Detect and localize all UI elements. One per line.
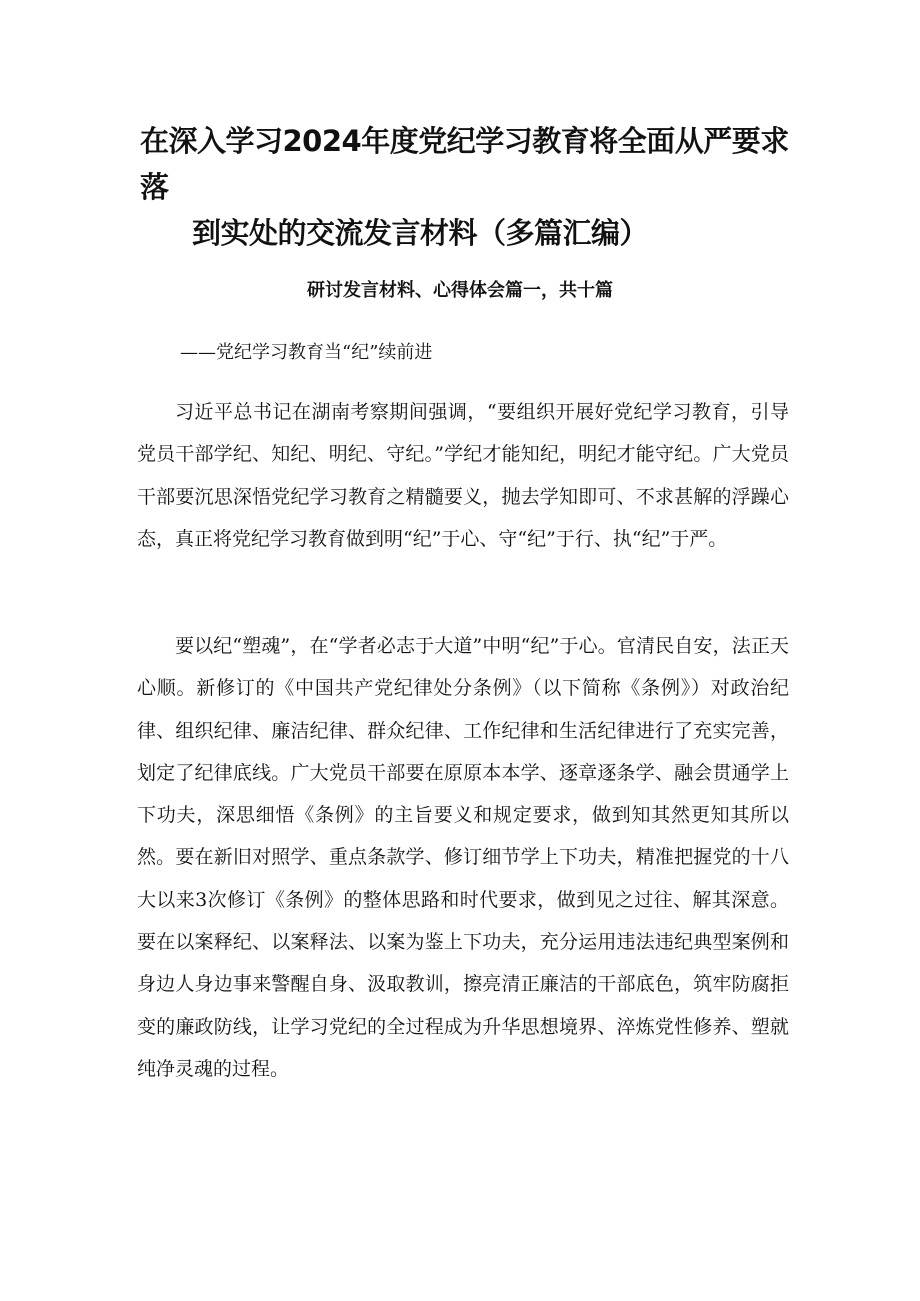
body-paragraph-2: 要以纪“塑魂”，在“学者必志于大道”中明“纪”于心。官清民自安，法正天心顺。新修订的《中国共产党纪律处分条例》（以下简称《条例》）对政治纪律、组织纪律、廉洁纪律、群众纪律、工作纪律和生活纪律进行了充实完善，划定了纪律底线。广大党员干部要在原原本本学、逐章逐条学、融会贯通学上下功夫，深思细悟《条例》的主旨要义和规定要求，做到知其然更知其所以然。要在新旧对照学、重点条款学、修订细节学上下功夫，精准把握党的十八大以来3次修订《条例》的整体思路和时代要求，做到见之过往、解其深意。要在以案释纪、以案释法、以案为鉴上下功夫，充分运用违法违纪典型案例和身边人身边事来警醒自身、汲取教训，擦亮清正廉洁的干部底色，筑牢防腐拒变的廉政防线，让学习党纪的全过程成为升华思想境界、淬炼党性修养、塑就纯净灵魂的过程。	[137, 635, 789, 1080]
document-title-line-2: 到实处的交流发言材料（多篇汇编）	[192, 216, 649, 250]
document-title	[140, 118, 800, 256]
document-title-line-1: 在深入学习2024年度党纪学习教育将全面从严要求落	[140, 124, 789, 204]
section-heading: 研讨发言材料、心得体会篇一，共十篇	[307, 280, 613, 301]
body-paragraph-1: 习近平总书记在湖南考察期间强调，“要组织开展好党纪学习教育，引导党员干部学纪、知纪、明纪、守纪。”学纪才能知纪，明纪才能守纪。广大党员干部要沉思深悟党纪学习教育之精髓要义，抛去学知即可、不求甚解的浮躁心态，真正将党纪学习教育做到明“纪”于心、守“纪”于行、执“纪”于严。	[137, 401, 789, 550]
section-subtitle: ——党纪学习教育当“纪”续前进	[180, 342, 433, 363]
